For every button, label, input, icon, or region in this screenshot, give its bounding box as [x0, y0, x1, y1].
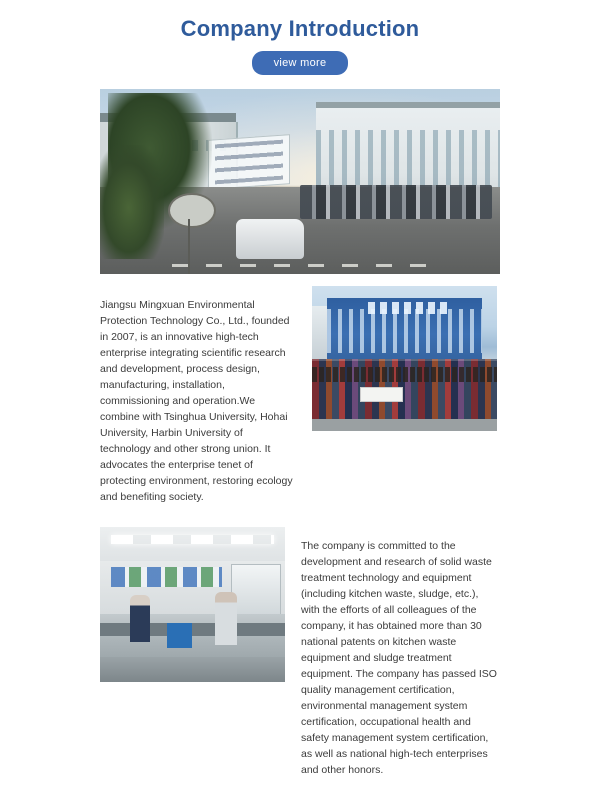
group-photo	[312, 286, 497, 431]
staff-heads	[312, 367, 497, 382]
intro-paragraph-right: The company is committed to the development and research of solid waste treatment technology and equipment (including kitchen waste, sludge, etc.), with the efforts of all colleagues of the company, it has obtained more than 30 national patents on kitchen waste equipment and sludge treatment equipment. The company has passed ISO quality management certification, environmental management system certification, occupational health and safety management system certification, as well as national high-tech enterprises and other honors.	[301, 539, 497, 776]
blue-building-sign	[368, 302, 449, 314]
lab-cabinet	[231, 564, 281, 619]
mirror-pole	[188, 219, 190, 275]
lab-ceiling	[100, 527, 285, 561]
lab-ceiling-lights	[111, 535, 274, 544]
factory-photo	[100, 89, 500, 274]
bottom-section	[0, 527, 600, 788]
view-more-row	[0, 51, 600, 75]
held-banner	[360, 387, 403, 402]
lab-wall-posters	[111, 567, 222, 587]
company-introduction-page	[0, 16, 600, 776]
lab-equipment	[167, 623, 193, 648]
right-building-windows	[316, 130, 500, 193]
middle-section	[0, 286, 600, 515]
lab-floor	[100, 657, 285, 682]
building-sign	[208, 134, 290, 190]
sign-characters	[215, 140, 282, 185]
intro-paragraph-left: Jiangsu Mingxuan Environmental Protection Technology Co., Ltd., founded in 2007, is an innovative high-tech enterprise integrating scientific research and development, process design, manufacturing, installation, commissioning and operation.We combine with Tsinghua University, Hohai University, Harbin University of technology and other strong union. It advocates the enterprise tenet of protecting environment, restoring ecology and benefiting society.	[100, 298, 293, 503]
ground	[312, 419, 497, 431]
parked-cars	[300, 185, 492, 218]
lab-technician-left	[130, 595, 150, 642]
view-more-button[interactable]: view more	[252, 51, 349, 75]
road-marking	[172, 264, 428, 267]
laboratory-photo	[100, 527, 285, 682]
lab-technician-right	[215, 592, 237, 645]
tree-foliage-secondary	[100, 145, 164, 260]
hero-image-factory	[100, 89, 500, 274]
traffic-mirror-icon	[168, 193, 216, 228]
white-car	[236, 219, 304, 260]
lab-bench-top	[100, 623, 285, 635]
blue-building-windows	[327, 309, 482, 353]
page-title: Company Introduction	[180, 16, 420, 41]
